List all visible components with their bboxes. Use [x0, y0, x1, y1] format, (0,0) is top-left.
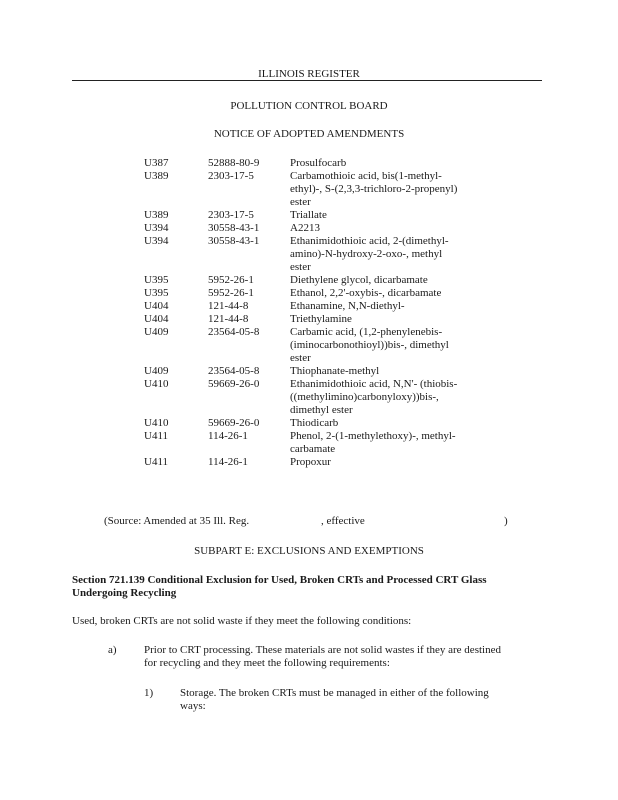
- chemical-name-line: amino)-N-hydroxy-2-oxo-, methyl: [290, 248, 443, 260]
- waste-code: U411: [144, 456, 169, 468]
- waste-code: U395: [144, 287, 169, 299]
- chemical-name-line: Ethanol, 2,2'-oxybis-, dicarbamate: [290, 287, 442, 299]
- chemical-name: [290, 378, 480, 417]
- chemical-name: [290, 157, 480, 170]
- chemical-name: [290, 274, 480, 287]
- table-row: [144, 300, 524, 313]
- chemical-name: [290, 287, 480, 300]
- item-a-label: a): [108, 644, 117, 656]
- cas-number: 52888-80-9: [208, 157, 260, 169]
- waste-code: U394: [144, 235, 169, 247]
- chemical-name-line: A2213: [290, 222, 320, 234]
- table-row: [144, 274, 524, 287]
- subpart-heading: SUBPART E: EXCLUSIONS AND EXEMPTIONS: [194, 545, 424, 557]
- cas-number: 59669-26-0: [208, 417, 260, 429]
- chemical-name: [290, 222, 480, 235]
- cas-number: 30558-43-1: [208, 222, 260, 234]
- chemical-name-line: Triethylamine: [290, 313, 352, 325]
- chemical-name-line: ester: [290, 352, 311, 364]
- cas-number: 5952-26-1: [208, 287, 254, 299]
- chemical-name: [290, 365, 480, 378]
- item-1-text: [180, 687, 540, 713]
- waste-code: U411: [144, 430, 169, 442]
- chemical-name: [290, 300, 480, 313]
- section-title-line2: Undergoing Recycling: [72, 587, 177, 599]
- chemical-name-line: ethyl)-, S-(2,3,3-trichloro-2-propenyl): [290, 183, 458, 195]
- item-1-line2: ways:: [180, 700, 206, 712]
- cas-number: 121-44-8: [208, 313, 249, 325]
- chemical-name-line: Ethanimidothioic acid, 2-(dimethyl-: [290, 235, 449, 247]
- chemical-name-line: Prosulfocarb: [290, 157, 347, 169]
- source-note-part3: ): [504, 515, 508, 527]
- waste-code: U387: [144, 157, 169, 169]
- chemical-name-line: Propoxur: [290, 456, 331, 468]
- header-rule: [72, 80, 542, 81]
- chemical-name-line: ester: [290, 196, 311, 208]
- chemical-name-line: Triallate: [290, 209, 327, 221]
- chemical-name-line: Carbamic acid, (1,2-phenylenebis-: [290, 326, 443, 338]
- cas-number: 114-26-1: [208, 456, 248, 468]
- intro-paragraph: Used, broken CRTs are not solid waste if they meet the following conditions:: [72, 615, 412, 627]
- table-row: [144, 417, 524, 430]
- cas-number: 59669-26-0: [208, 378, 260, 390]
- waste-code: U404: [144, 313, 169, 325]
- waste-code: U394: [144, 222, 169, 234]
- waste-code: U389: [144, 170, 169, 182]
- waste-code: U409: [144, 326, 169, 338]
- waste-code: U395: [144, 274, 169, 286]
- chemical-name-line: Thiodicarb: [290, 417, 339, 429]
- item-a-text: [144, 644, 544, 670]
- table-row: [144, 326, 524, 365]
- source-note-part2: , effective: [321, 515, 365, 527]
- table-row: [144, 313, 524, 326]
- board-name: POLLUTION CONTROL BOARD: [230, 100, 388, 112]
- chemical-name-line: ester: [290, 261, 311, 273]
- source-note: [104, 515, 524, 528]
- chemical-name-line: carbamate: [290, 443, 336, 455]
- chemical-name-line: Ethanamine, N,N-diethyl-: [290, 300, 405, 312]
- table-row: [144, 235, 524, 274]
- cas-number: 23564-05-8: [208, 365, 260, 377]
- waste-code: U389: [144, 209, 169, 221]
- chemical-name: [290, 456, 480, 469]
- cas-number: 5952-26-1: [208, 274, 254, 286]
- chemical-name-line: Ethanimidothioic acid, N,N'- (thiobis-: [290, 378, 458, 390]
- source-note-part1: (Source: Amended at 35 Ill. Reg.: [104, 515, 250, 527]
- table-row: [144, 222, 524, 235]
- waste-code-table: [144, 157, 524, 469]
- section-title: [72, 574, 552, 600]
- table-row: [144, 378, 524, 417]
- table-row: [144, 170, 524, 209]
- chemical-name-line: Phenol, 2-(1-methylethoxy)-, methyl-: [290, 430, 456, 442]
- chemical-name: [290, 430, 480, 456]
- chemical-name: [290, 209, 480, 222]
- table-row: [144, 430, 524, 456]
- table-row: [144, 209, 524, 222]
- waste-code: U404: [144, 300, 169, 312]
- waste-code: U410: [144, 417, 169, 429]
- table-row: [144, 157, 524, 170]
- chemical-name: [290, 235, 480, 274]
- chemical-name: [290, 326, 480, 365]
- register-title: ILLINOIS REGISTER: [258, 68, 360, 80]
- item-1-label: 1): [144, 687, 154, 699]
- chemical-name-line: ((methylimino)carbonyloxy))bis-,: [290, 391, 439, 403]
- cas-number: 2303-17-5: [208, 170, 254, 182]
- cas-number: 23564-05-8: [208, 326, 260, 338]
- cas-number: 30558-43-1: [208, 235, 260, 247]
- item-a-line2: for recycling and they meet the following requirements:: [144, 657, 390, 669]
- section-title-line1: Section 721.139 Conditional Exclusion for Used, Broken CRTs and Processed CRT Glass: [72, 574, 487, 586]
- chemical-name-line: Diethylene glycol, dicarbamate: [290, 274, 428, 286]
- item-1-line1: Storage. The broken CRTs must be managed in either of the following: [180, 687, 489, 699]
- cas-number: 121-44-8: [208, 300, 249, 312]
- table-row: [144, 456, 524, 469]
- chemical-name: [290, 313, 480, 326]
- waste-code: U410: [144, 378, 169, 390]
- waste-code: U409: [144, 365, 169, 377]
- table-row: [144, 365, 524, 378]
- chemical-name-line: (iminocarbonothioyl))bis-, dimethyl: [290, 339, 449, 351]
- table-row: [144, 287, 524, 300]
- chemical-name-line: Carbamothioic acid, bis(1-methyl-: [290, 170, 442, 182]
- chemical-name: [290, 417, 480, 430]
- notice-title: NOTICE OF ADOPTED AMENDMENTS: [213, 128, 405, 140]
- cas-number: 2303-17-5: [208, 209, 254, 221]
- chemical-name-line: dimethyl ester: [290, 404, 353, 416]
- item-a-line1: Prior to CRT processing. These materials are not solid wastes if they are destined: [144, 644, 501, 656]
- chemical-name: [290, 170, 480, 209]
- cas-number: 114-26-1: [208, 430, 248, 442]
- chemical-name-line: Thiophanate-methyl: [290, 365, 380, 377]
